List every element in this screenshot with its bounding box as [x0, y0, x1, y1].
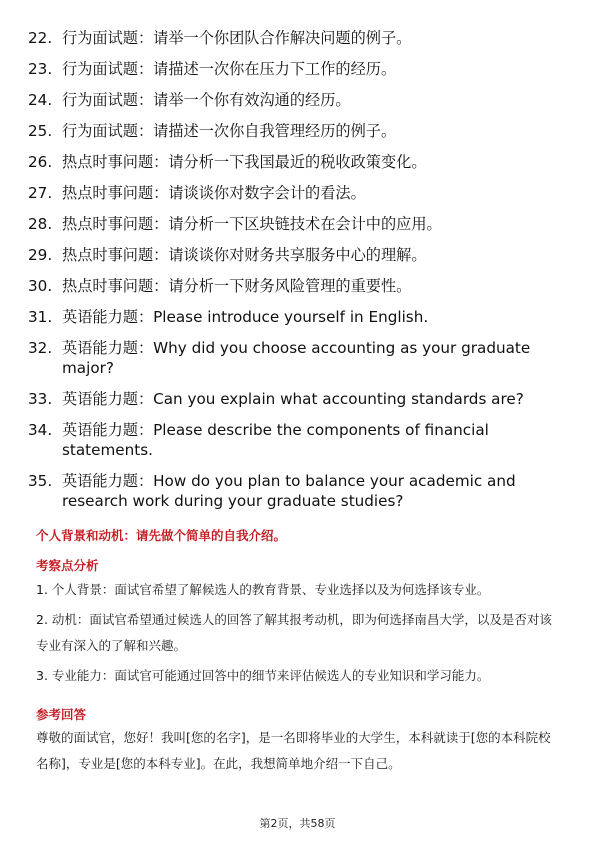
- question-text: 热点时事问题：请谈谈你对财务共享服务中心的理解。: [62, 246, 427, 264]
- question-text: 行为面试题：请举一个你有效沟通的经历。: [62, 91, 351, 109]
- question-number: 32.: [28, 339, 53, 357]
- question-text: 行为面试题：请描述一次你在压力下工作的经历。: [62, 60, 397, 78]
- question-number: 25.: [28, 122, 53, 140]
- question-item: [28, 121, 558, 141]
- question-number: 31.: [28, 308, 53, 326]
- section-heading: 个人背景和动机：请先做个简单的自我介绍。: [36, 528, 287, 543]
- question-text: 热点时事问题：请分析一下区块链技术在会计中的应用。: [62, 215, 442, 233]
- answer-title: 参考回答: [36, 707, 87, 722]
- question-text: 行为面试题：请举一个你团队合作解决问题的例子。: [62, 29, 412, 47]
- analysis-item: 2. 动机：面试官希望通过候选人的回答了解其报考动机，即为何选择南昌大学，以及是否对该专业有深入的了解和兴趣。: [36, 612, 552, 653]
- question-text: 英语能力题：How do you plan to balance your academic and research work during your graduate studies?: [62, 472, 516, 510]
- question-item: [28, 420, 558, 460]
- analysis-item: 3. 专业能力：面试官可能通过回答中的细节来评估候选人的专业知识和学习能力。: [36, 668, 490, 683]
- question-text: 热点时事问题：请分析一下财务风险管理的重要性。: [62, 277, 412, 295]
- question-number: 29.: [28, 246, 53, 264]
- question-item: [28, 307, 558, 327]
- question-number: 35.: [28, 472, 53, 490]
- question-item: [28, 90, 558, 110]
- question-list: [28, 28, 558, 522]
- answer-text: 尊敬的面试官，您好！我叫[您的名字]，是一名即将毕业的大学生，本科就读于[您的本科院校名称]，专业是[您的本科专业]。在此，我想简单地介绍一下自己。: [36, 730, 551, 771]
- question-item: [28, 28, 558, 48]
- question-text: 英语能力题：Can you explain what accounting standards are?: [62, 390, 524, 408]
- analysis-item: 1. 个人背景：面试官希望了解候选人的教育背景、专业选择以及为何选择该专业。: [36, 582, 490, 597]
- question-text: 英语能力题：Please introduce yourself in English.: [62, 308, 429, 326]
- analysis-title: 考察点分析: [36, 558, 99, 573]
- question-number: 24.: [28, 91, 53, 109]
- question-number: 34.: [28, 421, 53, 439]
- question-item: [28, 471, 558, 511]
- question-item: [28, 389, 558, 409]
- question-number: 30.: [28, 277, 53, 295]
- page-footer: 第2页，共58页: [259, 817, 336, 830]
- question-item: [28, 152, 558, 172]
- question-item: [28, 214, 558, 234]
- question-number: 27.: [28, 184, 53, 202]
- question-text: 行为面试题：请描述一次你自我管理经历的例子。: [62, 122, 397, 140]
- question-number: 23.: [28, 60, 53, 78]
- question-item: [28, 59, 558, 79]
- question-text: 英语能力题：Please describe the components of financial statements.: [62, 421, 489, 459]
- question-number: 28.: [28, 215, 53, 233]
- question-item: [28, 245, 558, 265]
- question-number: 22.: [28, 29, 53, 47]
- question-number: 33.: [28, 390, 53, 408]
- question-text: 热点时事问题：请谈谈你对数字会计的看法。: [62, 184, 366, 202]
- question-text: 英语能力题：Why did you choose accounting as your graduate major?: [62, 339, 531, 377]
- question-item: [28, 276, 558, 296]
- question-item: [28, 338, 558, 378]
- question-number: 26.: [28, 153, 53, 171]
- question-text: 热点时事问题：请分析一下我国最近的税收政策变化。: [62, 153, 427, 171]
- question-item: [28, 183, 558, 203]
